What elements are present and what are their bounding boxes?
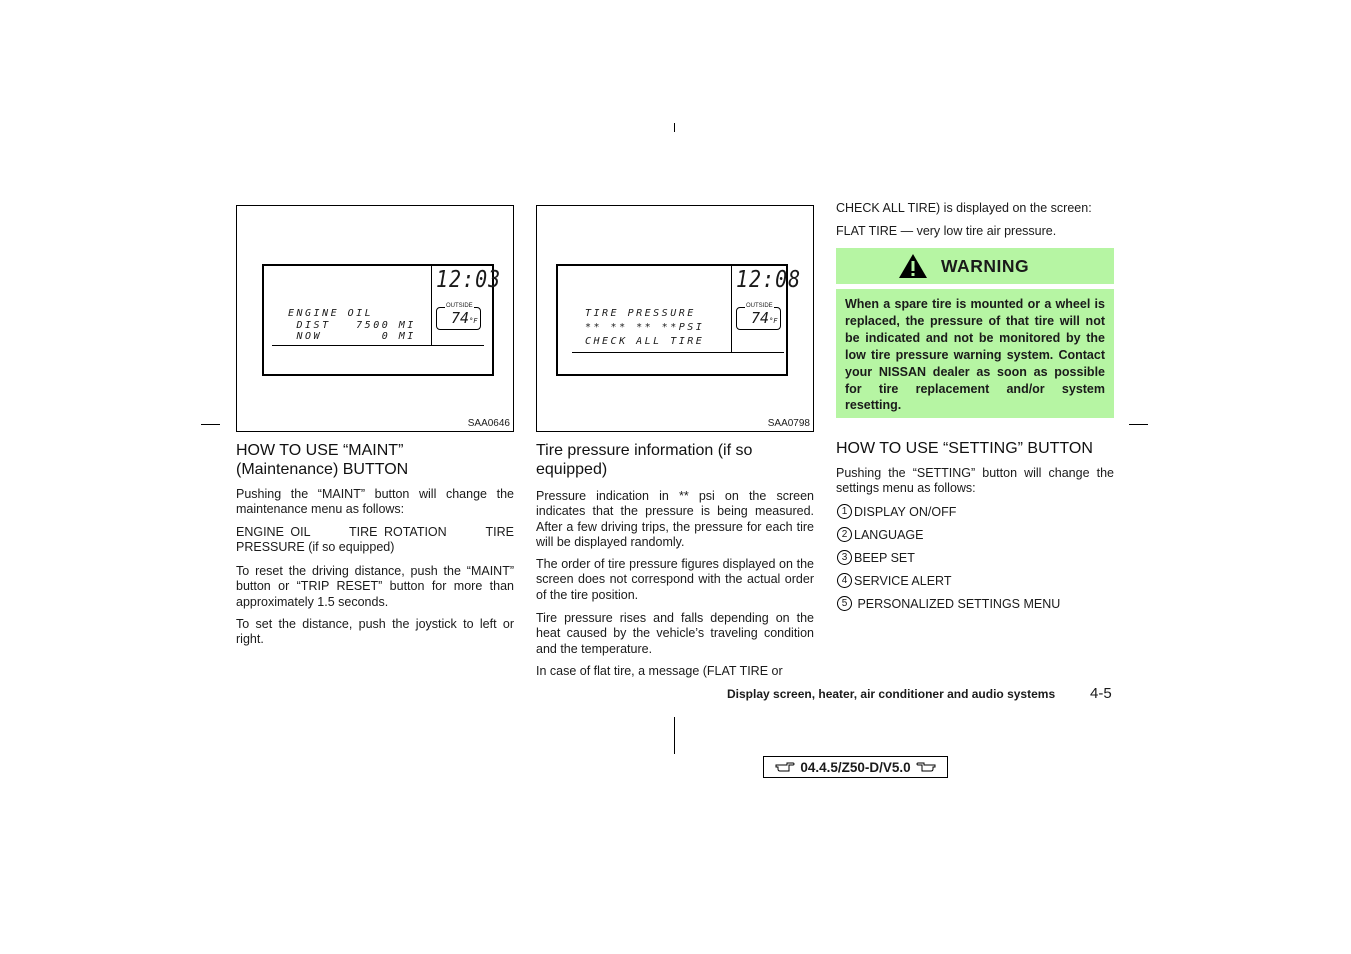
warning-triangle-icon xyxy=(898,253,928,279)
page-number: 4-5 xyxy=(1090,685,1112,702)
tire-pressure-heading: Tire pressure information (if so equipped) xyxy=(536,442,753,478)
warning-header xyxy=(836,248,1114,284)
tire-paragraph-4: In case of flat tire, a message (FLAT TIRE or xyxy=(536,664,783,678)
setting-menu-item-4 xyxy=(837,573,952,588)
pointing-hand-right-icon xyxy=(775,761,795,773)
setting-menu-item-1 xyxy=(837,504,956,519)
menu-item-label: PERSONALIZED SETTINGS MENU xyxy=(854,596,1061,611)
menu-item-label: BEEP SET xyxy=(854,550,915,565)
left-crop-mark xyxy=(201,424,220,425)
number-circle-icon: 1 xyxy=(837,504,852,519)
clock-readout: 12:03 xyxy=(436,265,502,293)
lcd-line-1: TIRE PRESSURE xyxy=(585,308,696,319)
warning-text: When a spare tire is mounted or a wheel is replaced, the pressure of that tire will not be indicated and not be monitored by the low tire pressure warning system. Contact your NISSAN dealer as soon as possible for tire replacement and/or system resetting. xyxy=(836,289,1114,418)
section-title: Display screen, heater, air conditioner and audio systems xyxy=(727,687,1056,701)
maint-heading: HOW TO USE “MAINT” (Maintenance) BUTTON xyxy=(236,442,409,478)
setting-paragraph: Pushing the “SETTING” button will change the settings menu as follows: xyxy=(836,466,1114,496)
lcd-divider-vertical xyxy=(431,266,432,346)
outside-temp-value: 74°F xyxy=(751,309,778,327)
lcd-line-2: ** ** ** **PSI xyxy=(585,322,705,333)
setting-heading: HOW TO USE “SETTING” BUTTON xyxy=(836,440,1093,457)
menu-item-label: LANGUAGE xyxy=(854,527,924,542)
maint-paragraph-4: To set the distance, push the joystick to left or right. xyxy=(236,617,514,647)
maint-paragraph-1: Pushing the “MAINT” button will change the maintenance menu as follows: xyxy=(236,487,514,517)
menu-item-label: SERVICE ALERT xyxy=(854,573,952,588)
tire-paragraph-1: Pressure indication in ** psi on the screen indicates that the pressure is being measured. After a few driving trips, the pressure for each tire will be displayed randomly. xyxy=(536,489,814,550)
lcd-divider-vertical xyxy=(731,266,732,352)
number-circle-icon: 4 xyxy=(837,573,852,588)
lcd-line-2: DIST 7500 MI xyxy=(288,320,416,331)
lcd-line-3: NOW 0 MI xyxy=(288,331,416,342)
warning-title: WARNING xyxy=(941,256,1030,276)
check-all-tire-text: CHECK ALL TIRE) is displayed on the screen: xyxy=(836,201,1092,215)
lcd-divider-horizontal xyxy=(272,345,484,346)
tire-paragraph-2: The order of tire pressure figures displayed on the screen does not correspond with the actual order of the tire position. xyxy=(536,557,814,602)
number-circle-icon: 2 xyxy=(837,527,852,542)
setting-menu-item-3 xyxy=(837,550,915,565)
lcd-line-3: CHECK ALL TIRE xyxy=(585,336,705,347)
number-circle-icon: 5 xyxy=(837,596,852,611)
lcd-divider-horizontal xyxy=(572,352,784,353)
figure-tire-pressure-display xyxy=(536,205,814,432)
outside-temp-label: OUTSIDE xyxy=(746,303,773,309)
right-crop-mark xyxy=(1129,424,1148,425)
figure-code: SAA0646 xyxy=(467,418,510,429)
maint-menu-sequence: ENGINE OIL TIRE ROTATION TIRE PRESSURE (if so equipped) xyxy=(236,525,518,555)
outside-temp-value: 74°F xyxy=(451,309,478,327)
clock-readout: 12:08 xyxy=(736,265,802,293)
setting-menu-item-2 xyxy=(837,527,923,542)
lcd-screen xyxy=(262,264,502,376)
number-circle-icon: 3 xyxy=(837,550,852,565)
tire-paragraph-3: Tire pressure rises and falls depending on the heat caused by the vehicle’s traveling condition and the temperature. xyxy=(536,611,814,656)
outside-temp-label: OUTSIDE xyxy=(446,303,473,309)
bottom-center-mark xyxy=(674,717,675,754)
lcd-screen xyxy=(556,264,802,376)
menu-item-label: DISPLAY ON/OFF xyxy=(854,504,957,519)
pointing-hand-left-icon xyxy=(916,761,936,773)
lcd-line-1: ENGINE OIL xyxy=(288,308,374,319)
figure-maint-display xyxy=(236,205,514,432)
setting-menu-item-5 xyxy=(837,596,1060,611)
maint-paragraph-3: To reset the driving distance, push the “MAINT” button or “TRIP RESET” button for more than approximately 1.5 seconds. xyxy=(236,564,514,609)
figure-code: SAA0798 xyxy=(767,418,810,429)
top-center-mark xyxy=(674,123,675,132)
version-text: 04.4.5/Z50-D/V5.0 xyxy=(800,759,911,775)
flat-tire-text: FLAT TIRE — very low tire air pressure. xyxy=(836,224,1057,238)
version-label xyxy=(763,756,948,778)
